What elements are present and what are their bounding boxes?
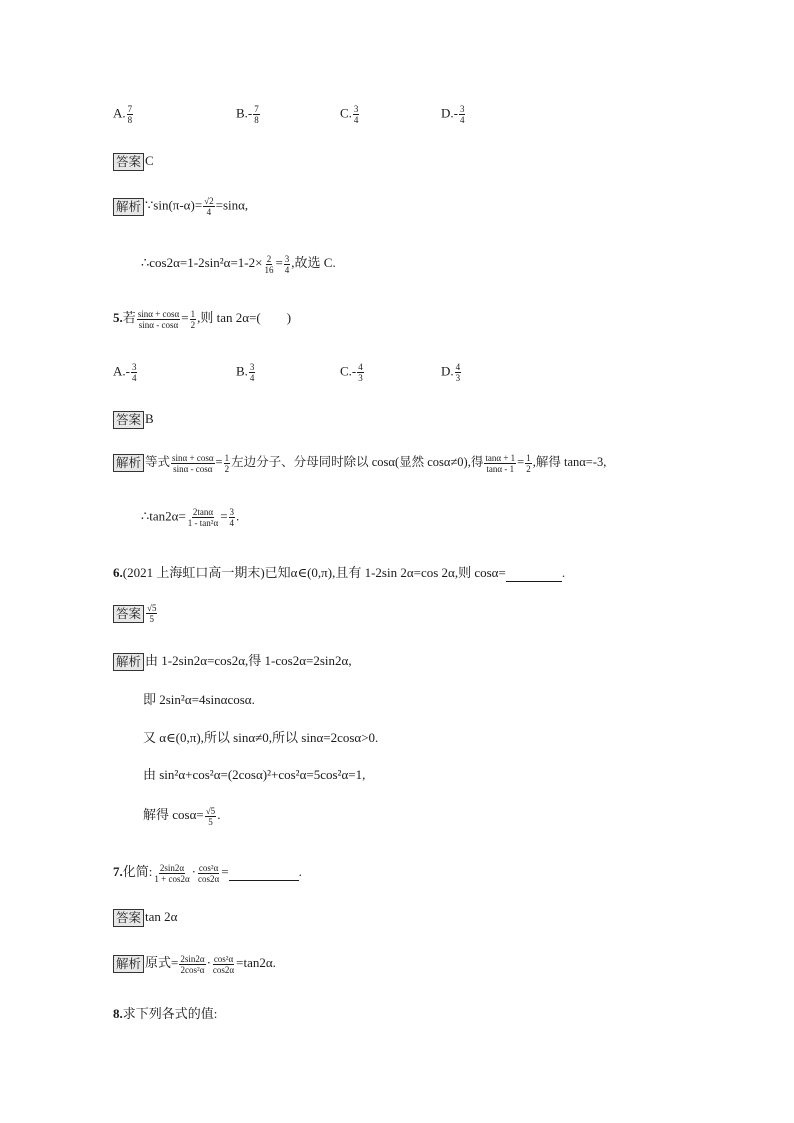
q5-analysis-line-1: 解析 等式 $\frac{\sin\alpha + \cos\alpha}{\sin\alpha - \cos\alpha}$ = $\frac{1}{2}$ 左边分子、分母同时除以 cosα(显然 cosα≠0),得 $\frac{\tan\alpha + 1}{\tan\alpha - 1}$ = $\frac{1}{2}$ ,解得 tanα=-3, xyxy=(113,452,606,474)
q8-stem: 8.求下列各式的值: xyxy=(113,1006,218,1021)
q5-stem: 5.若 $\frac{\sin\alpha + \cos\alpha}{\sin\alpha - \cos\alpha}$ = $\frac{1}{2}$ ,则 tan 2α=( ) xyxy=(113,308,292,330)
q5-answer: 答案 B xyxy=(113,411,154,429)
answer-blank xyxy=(506,565,562,582)
q4-analysis-line-2: ∴cos2α=1-2sin²α=1-2× $\frac{2}{16}$ = $\frac{3}{4}$ ,故选 C. xyxy=(141,253,336,275)
q5-option-a: A.- $\frac{3}{4}$ xyxy=(113,362,137,383)
answer-tag: 答案 xyxy=(113,605,144,623)
q4-answer: 答案 C xyxy=(113,153,154,171)
q4-option-d: D.- $\frac{3}{4}$ xyxy=(441,104,465,125)
q7-answer: 答案 tan 2α xyxy=(113,909,177,927)
analysis-tag: 解析 xyxy=(113,653,144,671)
q6-analysis-line-3: 又 α∈(0,π),所以 sinα≠0,所以 sinα=2cosα>0. xyxy=(143,730,379,745)
q6-analysis-line-5: 解得 cosα= $\frac{√5}{5}$ . xyxy=(143,805,221,827)
q7-stem: 7.化简: $\frac{2\sin 2\alpha}{1 + \cos 2\alpha}$ · $\frac{\text{cos²α}}{\cos 2\alpha}$ = . xyxy=(113,862,302,884)
q4-option-b: B.- $\frac{7}{8}$ xyxy=(236,104,259,125)
q4-option-a: A. $\frac{7}{8}$ xyxy=(113,104,133,125)
analysis-tag: 解析 xyxy=(113,955,144,973)
q4-analysis-line-1: 解析 ∵sin(π-α)= $\frac{√2}{4}$ =sinα, xyxy=(113,196,248,217)
analysis-tag: 解析 xyxy=(113,198,144,216)
q4-option-c: C. $\frac{3}{4}$ xyxy=(340,104,359,125)
q6-analysis-line-2: 即 2sin²α=4sinαcosα. xyxy=(143,692,255,707)
answer-tag: 答案 xyxy=(113,153,144,171)
answer-tag: 答案 xyxy=(113,909,144,927)
q5-analysis-line-2: ∴tan2α= $\frac{2\tan\alpha}{\text{1 - tan²α}}$ = $\frac{3}{4}$ . xyxy=(141,507,240,528)
q5-option-d: D. $\frac{4}{3}$ xyxy=(441,362,461,383)
q6-answer: 答案 $\frac{√5}{5}$ xyxy=(113,603,158,624)
analysis-tag: 解析 xyxy=(113,454,144,472)
q5-option-b: B. $\frac{3}{4}$ xyxy=(236,362,255,383)
q6-stem: 6.(2021 上海虹口高一期末)已知α∈(0,π),且有 1-2sin 2α=cos 2α,则 cosα= . xyxy=(113,565,566,580)
q7-analysis-line-1: 解析 原式= $\frac{2\sin 2\alpha}{\text{2cos²α}}$ · $\frac{\text{cos²α}}{\cos 2\alpha}$ =tan2α. xyxy=(113,952,276,975)
answer-blank xyxy=(229,864,299,881)
q6-analysis-line-1: 解析 由 1-2sin2α=cos2α,得 1-cos2α=2sin2α, xyxy=(113,650,352,671)
answer-tag: 答案 xyxy=(113,411,144,429)
q5-option-c: C.- $\frac{4}{3}$ xyxy=(340,362,363,383)
q6-analysis-line-4: 由 sin²α+cos²α=(2cosα)²+cos²α=5cos²α=1, xyxy=(143,767,366,782)
